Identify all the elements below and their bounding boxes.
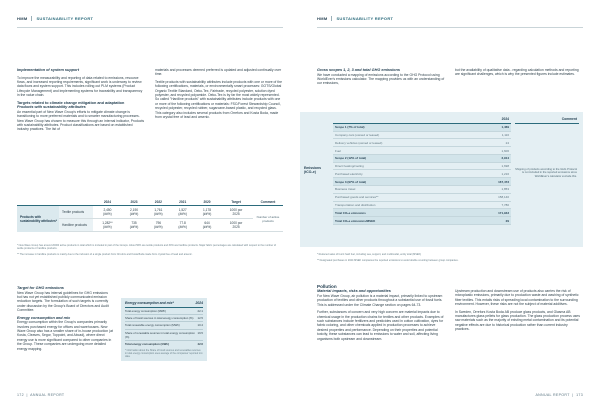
footer-label: ANNUAL REPORT <box>30 393 65 397</box>
heading-system-support: Implementation of system support <box>17 68 80 72</box>
ghg-comment: Shipping of products according to the GHG Protocol is not included in the reported emissions since WorldEver's calculator exclude this. <box>515 167 577 178</box>
paragraph: Energy consumption within the Group's companies primarily involves purchased energy for offices and warehouses. New Wave Group also has a smaller share of in-house production (at Kosta, Cleaves, Segor, Toppoint, and Abcad), where direct energy use is more significant compared to other companies in the Group. These companies are undergoing more detailed energy mapping. <box>17 320 113 351</box>
page-number: 172 <box>17 393 24 397</box>
ghg-row-group-label: Emissions (tCO₂e) <box>304 166 321 175</box>
table-cell: 1,178 (##%) <box>195 206 219 219</box>
table-row: Fuel 1,606 <box>333 147 511 155</box>
ghg-year: 2024 <box>501 117 509 122</box>
ghg-emissions-table <box>300 112 583 247</box>
table-cell: 2,190 (##%) <box>122 206 146 219</box>
table-header: Comment <box>253 198 283 206</box>
energy-box-year: 2024 <box>195 301 203 305</box>
table-row: Total CO₂e emissions/MSEK 29 <box>333 217 511 225</box>
paragraph: Upstream production and downstream use of products also carries the risk of microplastic emissions, primarily due to production waste and washing of synthetic fiber textiles. This entails risks of spreading local contamination to the surrounding environment. However, these risks are not the subject of material additives. <box>455 289 579 307</box>
table-group-label: Products with sustainability attributes* <box>17 206 59 232</box>
paragraph: but the availability of qualitative data - regarding calculation methods and reporting are significant challenges, which is why the presented figures include estimates. <box>455 68 579 77</box>
table-cell: 1000 por 2025 <box>219 206 253 219</box>
energy-row-total: Total energy consumption (GWh) 42.6 <box>125 342 203 347</box>
brand-name: HMM <box>17 15 28 21</box>
table-row: Scope 3 (97% of total) 167,473 <box>333 178 511 186</box>
right-col-4 <box>455 289 583 335</box>
table-header: 2022 <box>146 198 170 206</box>
table-cell: 77.8 (##%) <box>171 219 195 232</box>
table-row: Transportation and distribution 7,780 <box>333 202 511 210</box>
header-section: SUSTAINABILITY REPORT <box>336 15 394 21</box>
energy-box-note: * Information about the Share of fossil sources and renewables sources in total energy consumption uses average of the companies' reported mix data. <box>125 349 203 359</box>
footnote: * Reduced sales of burnt hard fuel, including sea, support, and multimodal, entity total (MSEK) <box>317 253 422 256</box>
page-number: 173 <box>576 393 583 397</box>
table-header: Target <box>219 198 253 206</box>
heading-targets: Targets related to climate change mitigation and adaptation <box>17 100 125 105</box>
heading-ghg-target: Target for GHG emissions <box>17 286 64 290</box>
paragraph: In Sweden, Orrefors Kosta Boda AB produce glass products, and Glasma AB manufactures glass pellets for glass production. The glass production process uses raw materials such as the majority of existing metal contamination and its potential negative effects are due to historical production rather than current industry practices. <box>455 309 580 332</box>
table-cell: 1,527 (##%) <box>171 206 195 219</box>
right-col-2 <box>455 68 583 80</box>
table-cell: 644 (##%) <box>195 219 219 232</box>
table-row: Total CO₂e emissions 171,943 <box>333 209 511 217</box>
table-header: 2020 <box>195 198 219 206</box>
ghg-comment-column <box>515 116 579 178</box>
table-cell: 2,450 (##%) <box>93 206 122 219</box>
table-row-label: Textile products <box>59 206 93 219</box>
table-row: Direct heating/cooling 1,698 <box>333 163 511 171</box>
header-rule <box>317 27 583 28</box>
table-row: Company cars (owned or leased) 1,116 <box>333 132 511 140</box>
energy-row: Share of renewable sources in total energy consumption (%) 19.5 <box>125 330 203 341</box>
right-col-3 <box>317 284 445 344</box>
paragraph: materials and processes deemed preferred is updated and adjusted continually over time. <box>155 68 282 77</box>
page-header-right <box>317 13 583 23</box>
table-row: Purchased electricity 1,216 <box>333 170 511 178</box>
header-section: SUSTAINABILITY REPORT <box>36 15 94 21</box>
table-row: Delivery vehicles (owned or leased) 24 <box>333 139 511 147</box>
heading-material-impacts: Material impacts, risks and opportunities <box>317 289 391 294</box>
page-footer-left <box>17 393 283 397</box>
table-header-row <box>17 198 283 206</box>
energy-row: Total renewable energy consumption (MWh) 10.4 <box>125 322 203 329</box>
brand-name: HMM <box>317 15 328 21</box>
table-row: Scope 2 (12% of total) 2,914 <box>333 155 511 163</box>
table-header <box>17 198 59 206</box>
footnote: ** The increase in hardline products is mainly due to the inclusion of a single product from Orrefors and Kosta Boda made from crystal free of lead and arsenic. <box>17 253 193 256</box>
table-cell: 735 (##%) <box>122 219 146 232</box>
table-comment: Number of active products <box>253 206 283 232</box>
paragraph: New Wave Group has internal guidelines for GHG emissions but has not yet established publicly communicated emission reduction targets. The formulation of such targets is currently under discussion by the Group's Board of Directors and Audit Committee. <box>17 290 109 313</box>
energy-row: Share of fossil sources in total energy consumption (%) 12.5 <box>125 315 203 322</box>
header-rule <box>17 27 283 28</box>
paragraph: We have conducted a mapping of emissions according to the GHG Protocol using WorldEver's emissions calculator. The mapping provides us with an understanding of our emissions, <box>317 72 445 86</box>
header-separator <box>331 16 332 21</box>
right-col-1 <box>317 68 445 89</box>
table-cell: 1,282** (##%) <box>93 219 122 232</box>
table-header <box>59 198 93 206</box>
table-row: Purchased goods and services** 158,140 <box>333 194 511 202</box>
left-col-2 <box>155 68 283 122</box>
paragraph: An essential part of New Wave Group's efforts to mitigate climate change is transitioning to more preferred materials and to smarter manufacturing processes. New Wave Group has chosen to measure this through an internal indicator, Products with sustainability attributes. Product classifications are based on established industry practices. The list of <box>17 109 145 132</box>
table-row: Business travel 1,853 <box>333 186 511 194</box>
heading-pollution: Pollution <box>317 284 337 289</box>
paragraph: Textile products with sustainability attributes include products with one or more of the following certifications, materials, or environmentally smart processes: GOTS/Global Organic Textile Standard, Oeko-Tex, Fairtrade, recycled polyester, solution dyed polyester, and recycled polyamide. Oeko-Tex is by far the most widely represented. So called "Hardline products" with sustainability attributes include products with one or more of the following certifications or materials: FSC/Forest Stewardship Council, recycled polyester, recycled rubber, sugarcane-based plastic, and recycled glass. This category also includes several products from Orrefors and Kosta Boda, made from crystal free of lead and arsenic. <box>155 79 283 120</box>
header-separator <box>31 16 32 21</box>
ghg-header-row <box>333 116 511 124</box>
table-cell: 1000 por 2025 <box>219 219 253 232</box>
paragraph: To improve the measurability and reporting of data related to emissions, resource flows, and increased reporting requirements, significant work is underway to review data flows and system support. This includes rolling out PLM systems (Product Lifecycle Management) and implementing systems for traceability and transparency in the value chain. <box>17 75 143 98</box>
energy-row: Total energy consumption (MWh) 22.1 <box>125 308 203 315</box>
ghg-comment-header: Comment <box>515 116 579 124</box>
table-row <box>17 206 283 219</box>
page-footer-right <box>317 393 583 397</box>
paragraph: For New Wave Group, air pollution is a material impact, primarily linked to upstream production of textiles and other products throughout a substantial use of fossil fuels. This is addressed under the Climate Change section on pages 64-73. <box>317 294 443 307</box>
left-col-1 <box>17 68 145 135</box>
energy-mix-box <box>121 298 207 361</box>
footnote: * New Wave Group has around 20000 active products in total which is included in part of the Groups. About 56% are textile products and 30% are hardline products. Major fabric percentages are calculated with respect to the number of textile products or hardline products. <box>17 244 276 251</box>
footnote: ** Designated purchases in 2024 MSEK companies the reported emissions to avoid double counting between group companies. <box>317 259 459 262</box>
page-header-left <box>17 13 283 23</box>
left-col-3 <box>17 286 113 354</box>
table-cell: 796 (##%) <box>146 219 170 232</box>
table-header: 2024 <box>93 198 122 206</box>
ghg-rows <box>333 116 511 225</box>
footer-text: 172 | ANNUAL REPORT <box>17 393 65 397</box>
energy-box-title: Energy consumption and mix* <box>125 301 174 305</box>
table-cell: 1,761 (##%) <box>146 206 170 219</box>
table-header: 2021 <box>171 198 195 206</box>
table-header: 2023 <box>122 198 146 206</box>
heading-energy: Energy consumption and mix <box>17 315 71 320</box>
heading-gross-scopes: Gross scopes 1, 2, 3 and total GHG emissions <box>317 68 400 72</box>
footer-label: ANNUAL REPORT <box>535 393 570 397</box>
table-row-label: Hardline products <box>59 219 93 232</box>
paragraph: Further, substances of concern and very high concern are material impacts due to chemical usage in the production chains for textiles and other products. Examples of such substances include fertilizers and pesticides used in cotton cultivation, dyes for fabric coloring, and other chemicals applied in production processes to achieve desired properties and performance. Depending on their properties and potential toxicity, these substances can lead to emissions to water and soil, affecting living organisms both upstream and downstream. <box>317 310 444 341</box>
footer-text: ANNUAL REPORT | 173 <box>535 393 583 397</box>
table-row: Scope 1 (7% of total) 1,469 <box>333 124 511 132</box>
sustainability-products-table <box>17 198 283 232</box>
heading-products-sustainability: Products with sustainability attributes <box>17 105 86 110</box>
